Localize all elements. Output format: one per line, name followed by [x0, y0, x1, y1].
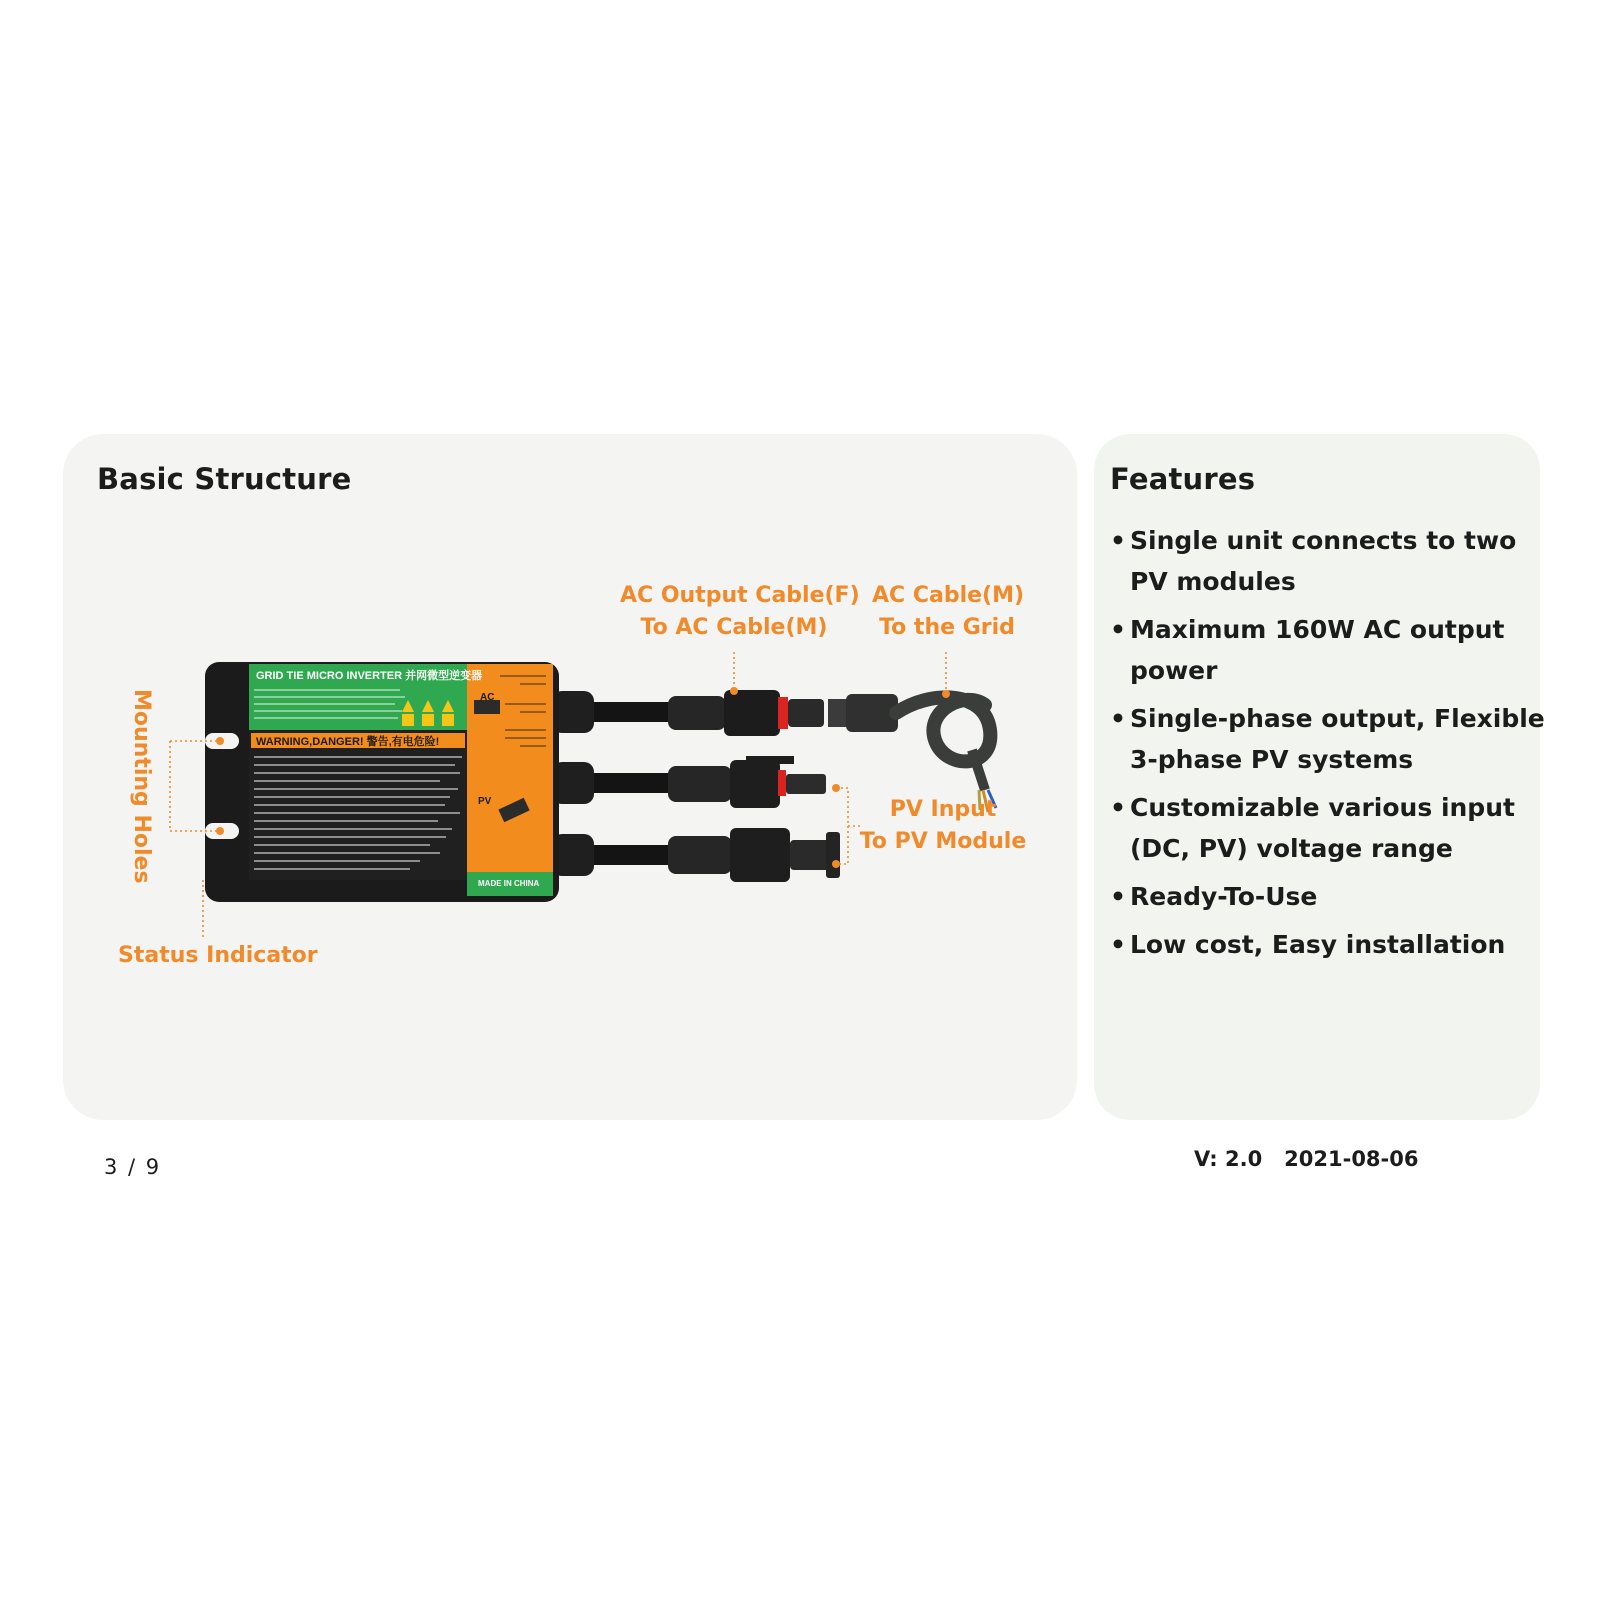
feature-item: • Customizable various input (DC, PV) voltage range	[1110, 793, 1515, 863]
device-header-text: GRID TIE MICRO INVERTER 并网微型逆变器	[256, 670, 483, 682]
features-list	[1110, 520, 1550, 972]
label-pv-input: PV Input To PV Module	[859, 797, 1027, 854]
label-status-indicator: Status Indicator	[118, 943, 318, 968]
feature-item: • Ready-To-Use	[1110, 882, 1318, 911]
ac-output-connector	[668, 690, 824, 736]
device-ac-text: AC	[480, 692, 495, 703]
label-ac-output: AC Output Cable(F) To AC Cable(M)	[620, 583, 860, 640]
device-pv-text: PV	[478, 796, 492, 807]
pv-connector-1	[668, 756, 826, 808]
feature-item: • Low cost, Easy installation	[1110, 930, 1506, 959]
feature-item: • Single unit connects to two PV modules	[1110, 526, 1517, 596]
feature-item: • Maximum 160W AC output power	[1110, 615, 1505, 685]
basic-structure-title: Basic Structure	[97, 462, 352, 496]
device-made-in-text: MADE IN CHINA	[478, 879, 540, 888]
page-number: 3 / 9	[104, 1155, 162, 1179]
device-warning-text: WARNING,DANGER! 警告,有电危险!	[256, 736, 440, 748]
inverter-body	[205, 662, 559, 902]
label-ac-cable: AC Cable(M) To the Grid	[872, 583, 1025, 640]
features-title: Features	[1110, 462, 1256, 496]
pv-connector-2	[668, 828, 840, 882]
version-date: V: 2.0 2021-08-06	[1194, 1147, 1419, 1171]
feature-item: • Single-phase output, Flexible 3-phase PV systems	[1110, 704, 1545, 774]
label-mounting-holes: Mounting Holes	[129, 689, 154, 884]
